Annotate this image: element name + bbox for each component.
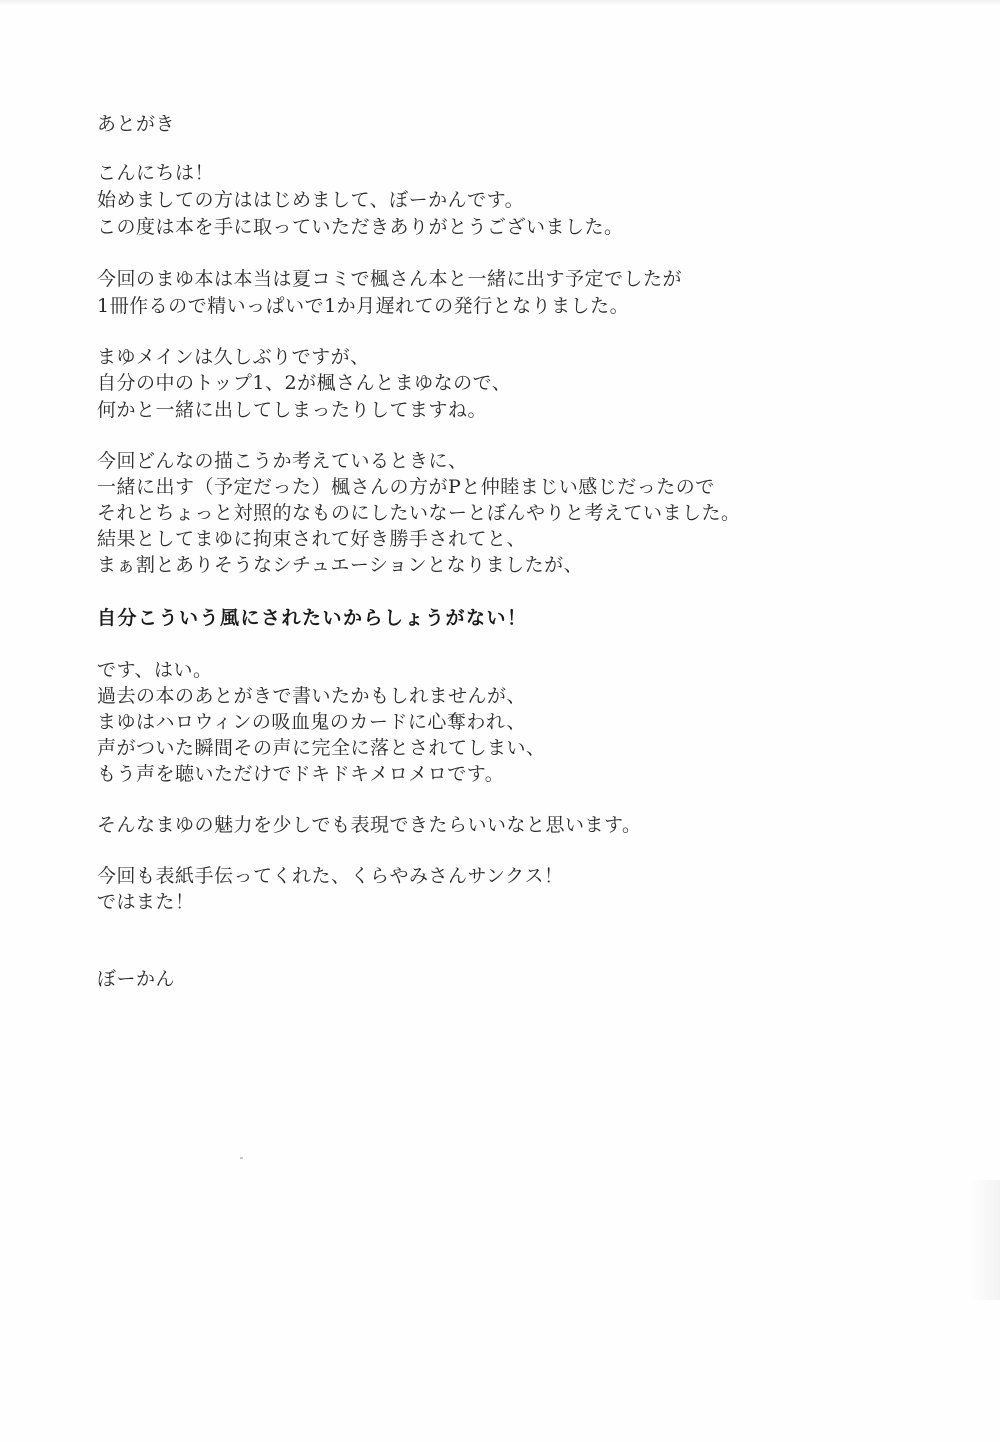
- page-edge-shadow: [970, 1180, 1000, 1300]
- text-line: 今回のまゆ本は本当は夏コミで楓さん本と一緒に出す予定でしたが: [97, 268, 683, 290]
- text-line: 今回も表紙手伝ってくれた、くらやみさんサンクス！: [97, 865, 564, 887]
- text-line: まゆメインは久しぶりですが、: [97, 346, 370, 368]
- text-line: 声がついた瞬間その声に完全に落とされてしまい、: [97, 737, 546, 759]
- text-line: 何かと一緒に出してしまったりしてますね。: [97, 399, 488, 421]
- text-line: 1冊作るので精いっぱいで1か月遅れての発行となりました。: [97, 295, 630, 317]
- afterword-title: あとがき: [97, 113, 176, 135]
- text-line: 今回どんなの描こうか考えているときに、: [97, 450, 468, 472]
- text-line: もう声を聴いただけでドキドキメロメロです。: [97, 763, 505, 785]
- author-signature: ぼーかん: [97, 968, 176, 990]
- text-line: こんにちは！: [97, 162, 215, 184]
- paper-speck: [240, 1157, 243, 1159]
- text-line: 結果としてまゆに拘束されて好き勝手されてと、: [97, 528, 527, 550]
- text-line: それとちょっと対照的なものにしたいなーとぼんやりと考えていました。: [97, 502, 741, 524]
- text-line: 一緒に出す（予定だった）楓さんの方がPと仲睦まじい感じだったので: [97, 476, 715, 498]
- text-line: まぁ割とありそうなシチュエーションとなりましたが、: [97, 554, 584, 576]
- text-line: 始めましての方ははじめまして、ぼーかんです。: [97, 189, 525, 211]
- text-line: ではまた！: [97, 891, 195, 913]
- page-top-shadow: [0, 0, 1000, 6]
- text-line: そんなまゆの魅力を少しでも表現できたらいいなと思います。: [97, 814, 642, 836]
- text-line: 過去の本のあとがきで書いたかもしれませんが、: [97, 685, 527, 707]
- text-line: 自分の中のトップ1、2が楓さんとまゆなので、: [97, 372, 512, 394]
- text-line: この度は本を手に取っていただきありがとうございました。: [97, 216, 624, 238]
- emphasis-line: 自分こういう風にされたいからしょうがない！: [97, 607, 528, 629]
- text-line: まゆはハロウィンの吸血鬼のカードに心奪われ、: [97, 711, 527, 733]
- text-line: です、はい。: [97, 659, 213, 681]
